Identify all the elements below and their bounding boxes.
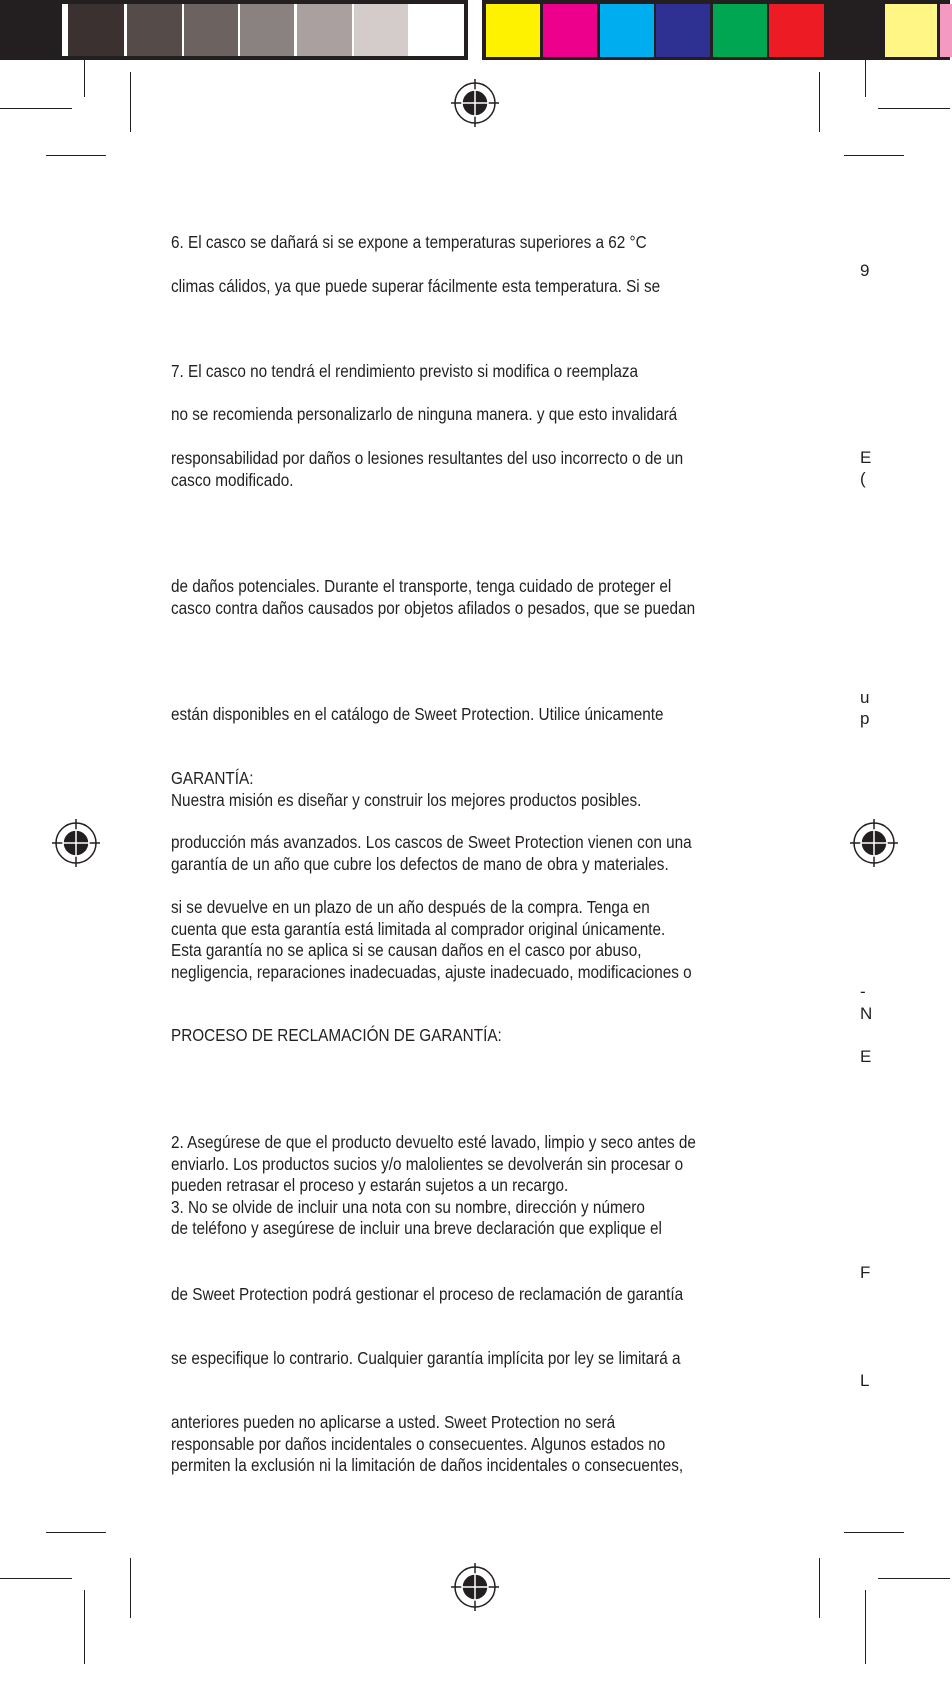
crosshair-target-icon: [51, 818, 101, 868]
text-line: de teléfono y asegúrese de incluir una breve declaración que explique el: [171, 1218, 662, 1238]
text-line: casco contra daños causados por objetos afilados o pesados, que se puedan: [171, 597, 696, 618]
cut-off-text-fragment: (: [860, 469, 866, 488]
text-line: permiten la exclusión ni la limitación de daños incidentales o consecuentes,: [171, 1455, 684, 1475]
text-line: responsable por daños incidentales o consecuentes. Algunos estados no: [171, 1433, 666, 1454]
grayscale-swatch: [184, 4, 238, 57]
process-color-swatch: [885, 4, 937, 57]
cut-off-text-fragment: N: [860, 1004, 873, 1023]
process-color-swatch: [600, 4, 654, 57]
crop-mark: [0, 1578, 72, 1579]
text-line: Esta garantía no se aplica si se causan daños en el casco por abuso,: [171, 940, 642, 960]
crosshair-target-icon: [849, 818, 899, 868]
process-color-swatch: [713, 4, 767, 57]
crop-mark: [878, 1578, 950, 1579]
crop-mark: [878, 108, 950, 109]
text-line: se especifique lo contrario. Cualquier garantía implícita por ley se limitará a: [171, 1348, 681, 1368]
grayscale-swatch: [127, 4, 182, 57]
process-color-swatch: [940, 4, 952, 57]
text-line: PROCESO DE RECLAMACIÓN DE GARANTÍA:: [171, 1025, 502, 1045]
crosshair-target-icon: [450, 1562, 500, 1612]
text-line: están disponibles en el catálogo de Sweet Protection. Utilice únicamente: [171, 704, 664, 724]
process-color-swatch: [826, 4, 882, 57]
crop-mark: [84, 1590, 85, 1664]
text-line: cuenta que esta garantía está limitada al comprador original únicamente.: [171, 918, 666, 939]
text-line: casco modificado.: [171, 469, 294, 490]
text-line: pueden retrasar el proceso y estarán sujetos a un recargo.: [171, 1175, 569, 1195]
crop-mark: [819, 72, 820, 132]
cut-off-text-fragment: u: [860, 688, 870, 707]
text-line: climas cálidos, ya que puede superar fácilmente esta temperatura. Si se: [171, 276, 661, 296]
text-line: anteriores pueden no aplicarse a usted. Sweet Protection no será: [171, 1412, 616, 1432]
text-line: si se devuelve en un plazo de un año después de la compra. Tenga en: [171, 897, 650, 917]
cut-off-text-fragment: -: [860, 982, 866, 1001]
crop-mark: [865, 1590, 866, 1664]
text-line: 6. El casco se dañará si se expone a temperaturas superiores a 62 °C: [171, 232, 647, 252]
text-line: enviarlo. Los productos sucios y/o malolientes se devolverán sin procesar o: [171, 1153, 684, 1174]
process-color-swatch: [486, 4, 540, 57]
process-color-swatch: [769, 4, 824, 57]
text-line: de daños potenciales. Durante el transporte, tenga cuidado de proteger el: [171, 576, 672, 596]
grayscale-swatch: [410, 4, 464, 57]
grayscale-swatch: [68, 4, 124, 57]
process-color-swatch: [656, 4, 710, 57]
text-line: garantía de un año que cubre los defectos de mano de obra y materiales.: [171, 853, 669, 874]
color-calibration-bar: [0, 0, 950, 60]
cut-off-text-fragment: 9: [860, 261, 870, 280]
crop-mark: [46, 155, 106, 156]
crop-mark: [844, 155, 904, 156]
grayscale-swatch: [0, 4, 62, 57]
cut-off-text-fragment: F: [860, 1263, 871, 1282]
text-line: 7. El casco no tendrá el rendimiento previsto si modifica o reemplaza: [171, 361, 639, 381]
cut-off-text-fragment: E: [860, 448, 872, 467]
cut-off-text-fragment: p: [860, 709, 870, 728]
cut-off-text-fragment: L: [860, 1371, 870, 1390]
crop-mark: [865, 60, 866, 97]
text-line: responsabilidad por daños o lesiones resultantes del uso incorrecto o de un: [171, 448, 684, 468]
text-line: 2. Asegúrese de que el producto devuelto esté lavado, limpio y seco antes de: [171, 1132, 696, 1152]
crop-mark: [130, 1558, 131, 1618]
text-line: Nuestra misión es diseñar y construir los mejores productos posibles.: [171, 789, 642, 810]
text-line: GARANTÍA:: [171, 768, 254, 788]
crop-mark: [84, 60, 85, 97]
text-line: negligencia, reparaciones inadecuadas, ajuste inadecuado, modificaciones o: [171, 961, 692, 982]
text-line: de Sweet Protection podrá gestionar el proceso de reclamación de garantía: [171, 1284, 684, 1304]
crop-mark: [130, 72, 131, 132]
cut-off-text-fragment: E: [860, 1047, 872, 1066]
text-line: 3. No se olvide de incluir una nota con su nombre, dirección y número: [171, 1196, 645, 1217]
grayscale-swatch: [240, 4, 294, 57]
crop-mark: [844, 1532, 904, 1533]
grayscale-swatch: [354, 4, 408, 57]
text-line: no se recomienda personalizarlo de ninguna manera. y que esto invalidará: [171, 404, 678, 424]
crosshair-target-icon: [450, 78, 500, 128]
crop-mark: [46, 1532, 106, 1533]
crop-mark: [0, 108, 72, 109]
text-line: producción más avanzados. Los cascos de Sweet Protection vienen con una: [171, 832, 692, 852]
process-color-swatch: [543, 4, 597, 57]
grayscale-swatch: [297, 4, 352, 57]
crop-mark: [819, 1558, 820, 1618]
